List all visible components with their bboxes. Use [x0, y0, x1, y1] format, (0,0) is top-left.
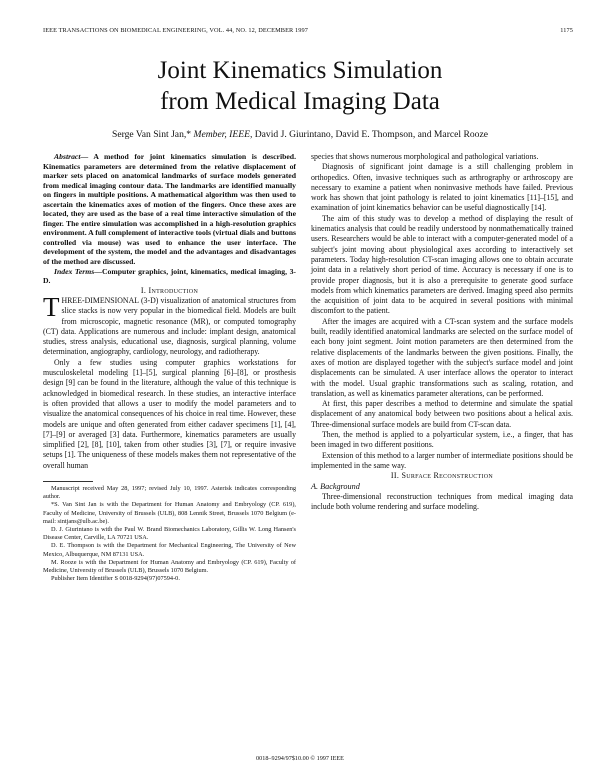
application-paragraph: Then, the method is applied to a polyarticular system, i.e., a finger, that has been imaged in two different positions.	[311, 430, 573, 450]
paper-title	[0, 55, 600, 117]
extension-paragraph: Extension of this method to a larger number of intermediate positions should be implemented in the same way.	[311, 450, 573, 470]
section-2-heading	[311, 471, 573, 481]
right-column	[311, 152, 573, 512]
section-1-title: Introduction	[148, 285, 199, 295]
background-paragraph: Three-dimensional reconstruction techniques from medical imaging data include both volume rendering and surface modeling.	[311, 491, 573, 512]
footnote-received: Manuscript received May 28, 1997; revised July 10, 1997. Asterisk indicates corresponding author.	[43, 485, 296, 501]
footnote-author-1: *S. Van Sint Jan is with the Department for Human Anatomy and Embryology (CP. 619), Faculty of Medicine, University of Brussels (ULB), 808 Lennik Street, Brussels 1070 Belgium (e-mail: sintjans@ulb.ac.be).	[43, 501, 296, 525]
section-2-numeral: II.	[390, 471, 402, 481]
index-terms	[43, 267, 296, 286]
page-number: 1175	[560, 27, 573, 34]
title-line-1: Joint Kinematics Simulation	[157, 57, 443, 84]
footnote-pii: Publisher Item Identifier S 0018-9294(97)07594-0.	[51, 575, 180, 583]
index-terms-lead: Index Terms—	[54, 266, 102, 276]
continued-paragraph: species that shows numerous morphological and pathological variations.	[311, 152, 539, 161]
first-author: Serge Van Sint Jan,*	[112, 129, 192, 140]
copyright-footer: 0018–9294/97$10.00 © 1997 IEEE	[256, 755, 344, 762]
footnotes	[43, 485, 296, 583]
author-list	[0, 129, 600, 140]
abstract	[43, 152, 296, 267]
intro-paragraph-1-text: HREE-DIMENSIONAL (3-D) visualization of anatomical structures from slice stacks is now very popular in the biomedical field. Models are built from microscopic, magnetic resonance (MR), or computed tomography (CT) data. Applications are numerous and include: implant design, anatomical studies, stress analysis, educational use, diagnosis, surgical planning, volume determination, angiography, cardiology, neurology, and radiotherapy.	[43, 295, 296, 357]
abstract-lead: Abstract—	[54, 152, 89, 161]
subsection-heading: A. Background	[311, 481, 360, 491]
index-terms-text: Computer graphics, joint, kinematics, medical imaging, 3-D.	[43, 266, 296, 286]
running-head	[43, 27, 573, 34]
section-1-heading	[43, 286, 296, 296]
intro-paragraph-1	[43, 291, 296, 358]
title-line-2: from Medical Imaging Data	[160, 88, 440, 115]
paper-outline-paragraph: At first, this paper describes a method to determine and simulate the spatial displacement of any anatomical body between two positions about a helical axis. Three-dimensional surface models are build from CT-scan data.	[311, 399, 573, 429]
method-overview-paragraph: After the images are acquired with a CT-scan system and the surface models built, readily identified anatomical landmarks are selected on the surface model of each bony joint segment. Joint motion parameters are then determined from the relative displacements of the landmarks between the given positions. Finally, the axes of motion are displayed together with the subject's surface model and joint displacements can be simulated. A user interface allows the operator to interact with the model. Usual graphic transformations such as scaling, rotation, and translation, as well as kinematics parameter alterations, can be performed.	[311, 316, 573, 398]
footnote-rule	[43, 481, 93, 482]
abstract-text: A method for joint kinematics simulation is described. Kinematics parameters are determined from the relative displacement of marker sets placed on anatomical landmarks of surface models generated from medical imaging contour data. The landmarks are identified manually on fingers in multiple positions. A mathematical algorithm was then used to ascertain the kinematics axes of motion of the fingers. Once these axes are located, they are used as the base of a real time interactive simulation of the finger. The entire simulation was accomplished in a high-resolution graphics environment. A full complement of interactive tools (virtual dials and buttons controlled via mouse) was used to enhance the user interface. The development of the system, the model and the advantages and disadvantages of the method are discussed.	[43, 152, 296, 267]
left-column	[43, 152, 296, 583]
member-note: Member, IEEE,	[193, 129, 253, 140]
drop-cap: T	[43, 291, 60, 322]
footnote-author-4: M. Rooze is with the Department for Human Anatomy and Embryology (CP. 619), Faculty of Medicine, University of Brussels (ULB), Brussels 1070 Belgium.	[43, 558, 296, 575]
footnote-author-3: D. E. Thompson is with the Department for Mechanical Engineering, The University of New Mexico, Albuquerque, NM 87131 USA.	[43, 542, 296, 558]
other-authors: David J. Giurintano, David E. Thompson, and Marcel Rooze	[254, 129, 488, 140]
footnote-author-2: D. J. Giurintano is with the Paul W. Brand Biomechanics Laboratory, Gillis W. Long Hansen's Disease Center, Carville, LA 70721 USA.	[43, 526, 296, 542]
intro-paragraph-2: Only a few studies using computer graphics workstations for musculoskeletal modeling [1]–[5], surgical planning [6]–[8], or prosthesis design [9] can be found in the literature, although the value of this technique is acknowledged in biomedical research. In these studies, an interactive interface is often provided that allows a user to modify the model parameters and to visualize the anatomical consequences of his choice in real time. However, these models are unique and often generated from either cadaver specimens [1], [4], [7]–[9] or averaged [3] data. Furthermore, kinematics parameters are usually simplified [2], [8], [10], taken from other studies [3], [7], or require invasive setups [1]. The uniqueness of these models makes them not representative of the overall human	[43, 357, 296, 470]
journal-name: IEEE TRANSACTIONS ON BIOMEDICAL ENGINEERING, VOL. 44, NO. 12, DECEMBER 1997	[43, 27, 309, 34]
section-1-numeral: I.	[140, 285, 149, 295]
section-2-title: Surface Reconstruction	[401, 471, 494, 481]
aim-paragraph: The aim of this study was to develop a method of displaying the result of kinematics analysis that could be readily understood by nonmathematically trained users. Researchers would be able to interact with a computer-generated model of a subject's joint moving about physiological axes according to interactively set parameters. Today high-resolution CT-scan imaging allows one to obtain accurate joint data in a relatively short period of time. Accuracy is necessary if one is to provide proper diagnosis, but it is also a prerequisite to generate good surface models from which kinematics parameters are derived. Imaging speed also permits the acquisition of joint data to be acquired in several positions with minimal discomfort to the patient.	[311, 213, 573, 316]
diagnosis-paragraph: Diagnosis of significant joint damage is a still challenging problem in orthopedics. Often, invasive techniques such as arthrography or arthroscopy are necessary to examine a patient when noninvasive methods have failed. Previous work has shown that joint pathology is related to joint kinematics [11]–[15], and examination of joint kinematics behavior can be useful diagnostically [14].	[311, 162, 573, 213]
